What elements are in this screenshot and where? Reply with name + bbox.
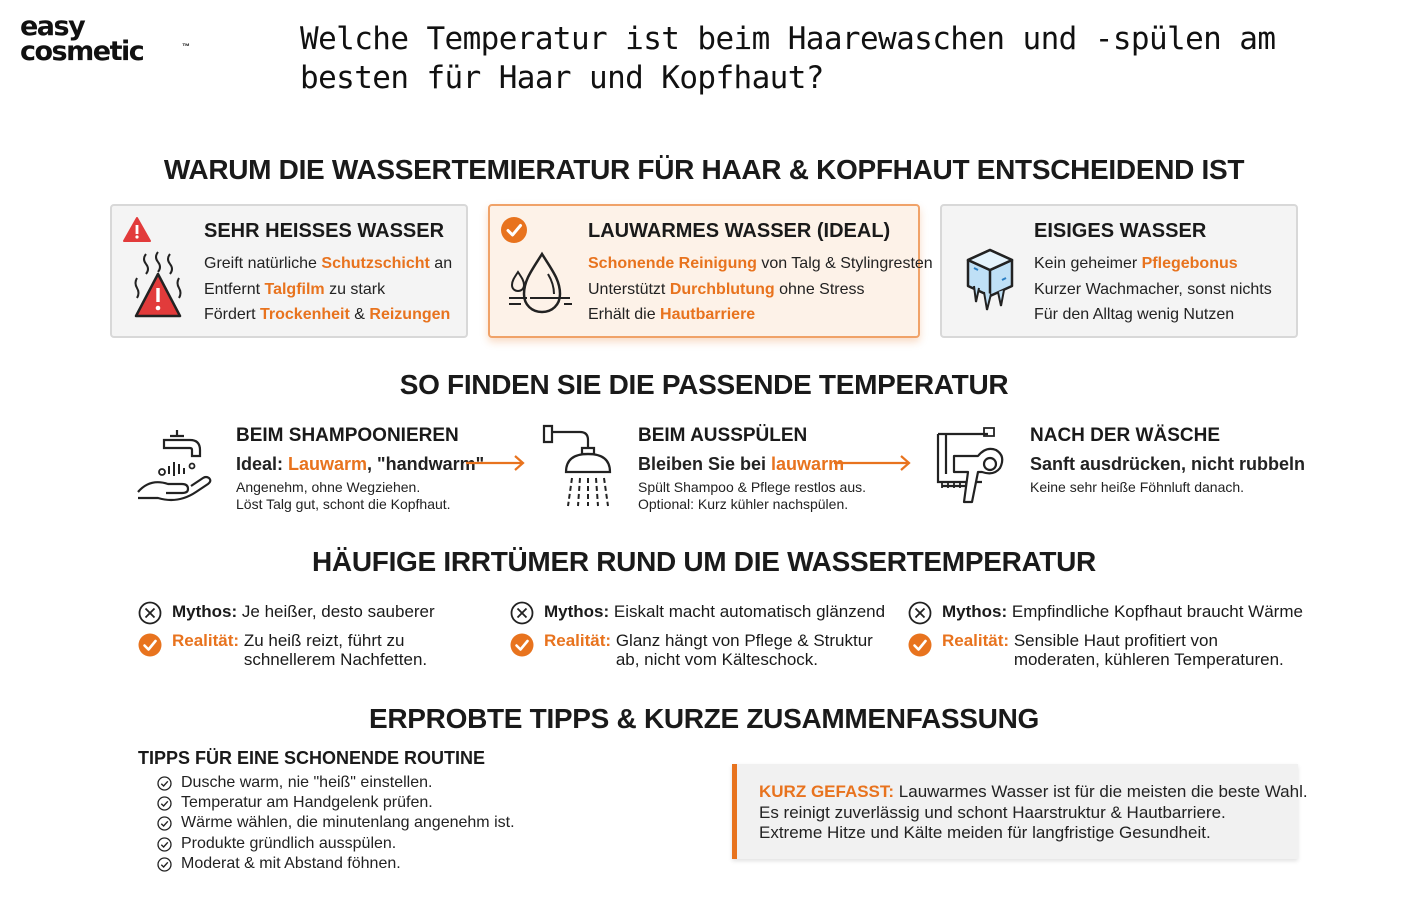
step-sub: Löst Talg gut, schont die Kopfhaut.	[236, 496, 451, 512]
myth-row: Mythos: Empfindliche Kopfhaut braucht Wärme	[908, 602, 1303, 621]
brand-logo	[20, 11, 190, 70]
card-hot-title: SEHR HEISSES WASSER	[204, 220, 445, 242]
step-sub: Keine sehr heiße Föhnluft danach.	[1030, 479, 1245, 495]
section-heading-tips: ERPROBTE TIPPS & KURZE ZUSAMMENFASSUNG	[369, 703, 1039, 734]
logo-trademark: ™	[182, 42, 190, 51]
summary-box	[732, 764, 1308, 859]
tip-item: Temperatur am Handgelenk prüfen.	[157, 793, 515, 813]
tips-list	[157, 773, 515, 874]
step-title: BEIM SHAMPOONIEREN	[236, 425, 459, 446]
card-hot-line: Entfernt Talgfilm zu stark	[204, 280, 386, 298]
step-rinsing	[638, 425, 866, 513]
tip-item: Moderat & mit Abstand föhnen.	[157, 854, 515, 874]
step-main: Bleiben Sie bei lauwarm	[638, 454, 845, 474]
card-lukewarm-line: Schonende Reinigung von Talg & Stylingresten	[588, 255, 933, 272]
section-heading-myths: HÄUFIGE IRRTÜMER RUND UM DIE WASSERTEMPERATUR	[312, 546, 1096, 577]
card-ice-title: EISIGES WASSER	[1034, 220, 1207, 242]
card-ice-line: Kein geheimer Pflegebonus	[1034, 255, 1238, 272]
myth-item	[138, 602, 435, 669]
myth-row: Mythos: Eiskalt macht automatisch glänzend	[510, 602, 885, 621]
arrow-right-icon	[834, 454, 912, 472]
step-sub: Spült Shampoo & Pflege restlos aus.	[638, 479, 867, 495]
myth-item	[510, 602, 885, 669]
towel-hairdryer-icon	[928, 426, 1008, 508]
card-ice-water	[940, 204, 1298, 338]
check-circle-icon	[157, 857, 172, 872]
section-heading-find: SO FINDEN SIE DIE PASSENDE TEMPERATUR	[399, 369, 1009, 400]
step-sub: Optional: Kurz kühler nachspülen.	[638, 496, 849, 512]
warning-icon	[122, 216, 152, 244]
cross-circle-icon	[908, 601, 932, 625]
check-circle-icon	[157, 837, 172, 852]
card-lukewarm-line: Erhält die Hautbarriere	[588, 306, 756, 323]
shower-head-icon	[542, 422, 618, 510]
logo-line-1: easy	[20, 11, 85, 42]
water-drop-icon	[508, 250, 572, 320]
card-lukewarm-title: LAUWARMES WASSER (IDEAL)	[588, 220, 891, 242]
step-main: Ideal: Lauwarm, "handwarm"	[236, 454, 485, 474]
card-hot-water	[110, 204, 468, 338]
fact-row: Realität: Sensible Haut profitiert von moderaten, kühleren Temperaturen.	[908, 631, 1303, 669]
card-hot-line: Greift natürliche Schutzschicht an	[204, 255, 453, 272]
step-main: Sanft ausdrücken, nicht rubbeln	[1030, 454, 1306, 474]
myth-row: Mythos: Je heißer, desto sauberer	[138, 602, 435, 621]
fact-row: Realität: Glanz hängt von Pflege & Struktur ab, nicht vom Kälteschock.	[510, 631, 885, 669]
check-circle-icon	[138, 633, 162, 657]
fact-row: Realität: Zu heiß reizt, führt zu schnellerem Nachfetten.	[138, 631, 435, 669]
logo-line-2: cosmetic	[20, 36, 144, 67]
card-ice-line: Für den Alltag wenig Nutzen	[1034, 306, 1235, 323]
hot-water-warning-icon	[130, 250, 186, 320]
cross-circle-icon	[510, 601, 534, 625]
check-circle-icon	[157, 816, 172, 831]
section-heading-why: WARUM DIE WASSERTEMIERATUR FÜR HAAR & KOPFHAUT ENTSCHEIDEND IST	[163, 154, 1245, 185]
arrow-right-icon	[466, 454, 526, 472]
card-ice-line: Kurzer Wachmacher, sonst nichts	[1034, 280, 1272, 298]
check-circle-icon	[157, 776, 172, 791]
step-shampooing	[236, 425, 484, 513]
check-circle-icon	[157, 796, 172, 811]
ice-cube-icon	[962, 246, 1018, 316]
tip-item: Dusche warm, nie "heiß" einstellen.	[157, 773, 515, 793]
tips-title: TIPPS FÜR EINE SCHONENDE ROUTINE	[138, 748, 486, 768]
cross-circle-icon	[138, 601, 162, 625]
check-circle-icon	[908, 633, 932, 657]
card-hot-line: Fördert Trockenheit & Reizungen	[204, 306, 451, 323]
step-sub: Angenehm, ohne Wegziehen.	[236, 479, 421, 495]
check-circle-icon	[510, 633, 534, 657]
myth-item	[908, 602, 1303, 669]
summary-line: KURZ GEFASST: Lauwarmes Wasser ist für die meisten die beste Wahl.	[759, 782, 1308, 801]
tip-item: Produkte gründlich ausspülen.	[157, 834, 515, 854]
card-lukewarm-water	[488, 204, 933, 338]
step-title: BEIM AUSSPÜLEN	[638, 425, 808, 446]
step-title: NACH DER WÄSCHE	[1030, 425, 1220, 446]
page-title: Welche Temperatur ist beim Haarewaschen und -spülen am besten für Haar und Kopfhaut?	[300, 21, 1276, 96]
summary-line: Extreme Hitze und Kälte meiden für langfristige Gesundheit.	[759, 823, 1211, 842]
step-after-wash	[1030, 425, 1305, 496]
checkmark-badge-icon	[500, 216, 528, 244]
card-lukewarm-line: Unterstützt Durchblutung ohne Stress	[588, 280, 865, 298]
tip-item: Wärme wählen, die minutenlang angenehm ist.	[157, 813, 515, 833]
summary-line: Es reinigt zuverlässig und schont Haarstruktur & Hautbarriere.	[759, 802, 1226, 822]
faucet-hand-icon	[134, 426, 214, 508]
